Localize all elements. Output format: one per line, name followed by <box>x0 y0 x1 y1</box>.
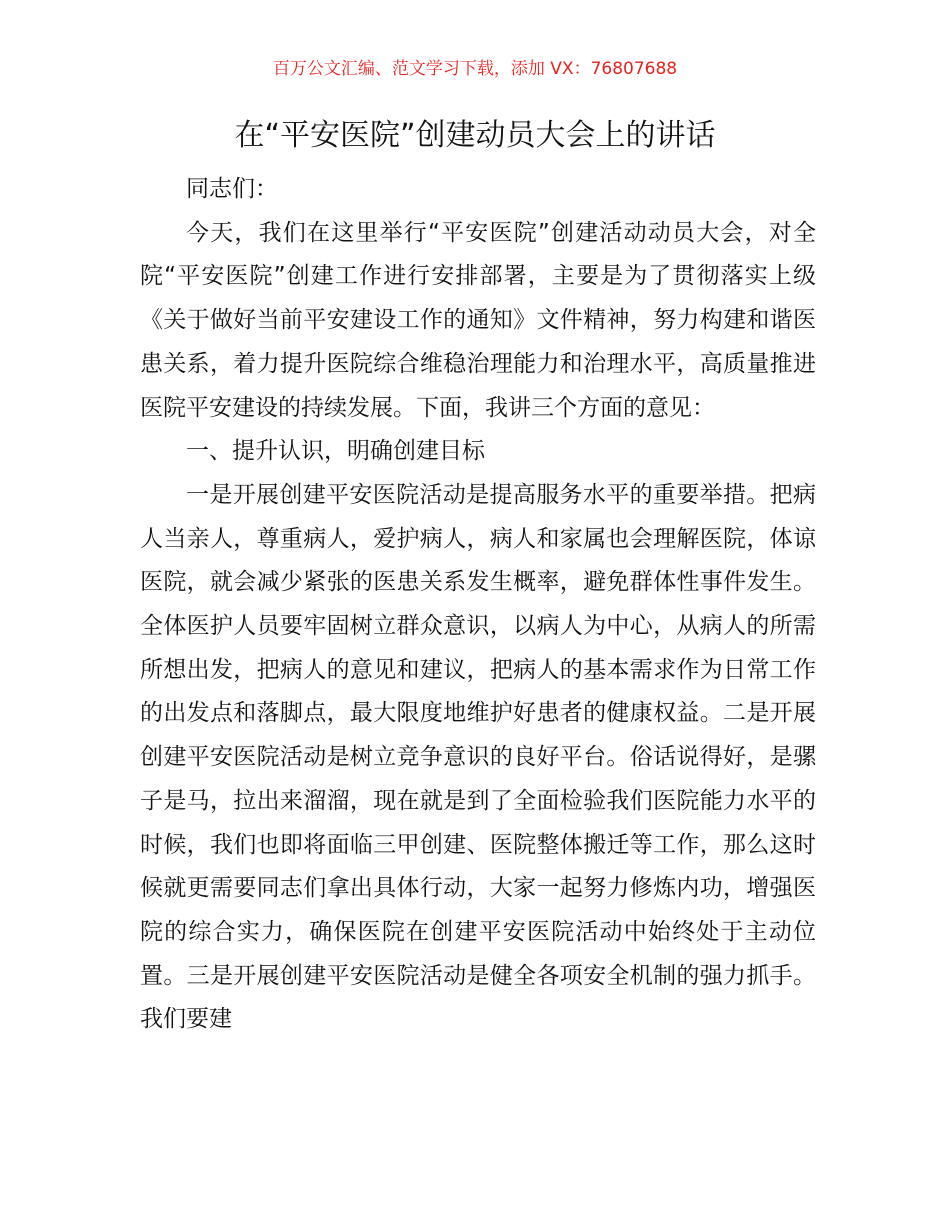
intro-paragraph: 今天，我们在这里举行“平安医院”创建活动动员大会，对全院“平安医院”创建工作进行安排部署，主要是为了贯彻落实上级《关于做好当前平安建设工作的通知》文件精神，努力构建和谐医患关系，着力提升医院综合维稳治理能力和治理水平，高质量推进医院平安建设的持续发展。下面，我讲三个方面的意见： <box>140 219 816 421</box>
section-heading: 一、提升认识，明确创建目标 <box>186 438 485 465</box>
document-body <box>140 168 816 1042</box>
body-paragraph: 一是开展创建平安医院活动是提高服务水平的重要举措。把病人当亲人，尊重病人，爱护病人，病人和家属也会理解医院，体谅医院，就会减少紧张的医患关系发生概率，避免群体性事件发生。全体医护人员要牢固树立群众意识，以病人为中心，从病人的所需所想出发，把病人的意见和建议，把病人的基本需求作为日常工作的出发点和落脚点，最大限度地维护好患者的健康权益。二是开展创建平安医院活动是树立竞争意识的良好平台。俗话说得好，是骡子是马，拉出来溜溜，现在就是到了全面检验我们医院能力水平的时候，我们也即将面临三甲创建、医院整体搬迁等工作，那么这时候就更需要同志们拿出具体行动，大家一起努力修炼内功，增强医院的综合实力，确保医院在创建平安医院活动中始终处于主动位置。三是开展创建平安医院活动是健全各项安全机制的强力抓手。我们要建 <box>140 481 816 1033</box>
salutation: 同志们： <box>186 176 278 202</box>
watermark-header: 百万公文汇编、范文学习下载，添加 VX：76807688 <box>272 59 678 79</box>
document-title: 在“平安医院”创建动员大会上的讲话 <box>234 118 716 153</box>
